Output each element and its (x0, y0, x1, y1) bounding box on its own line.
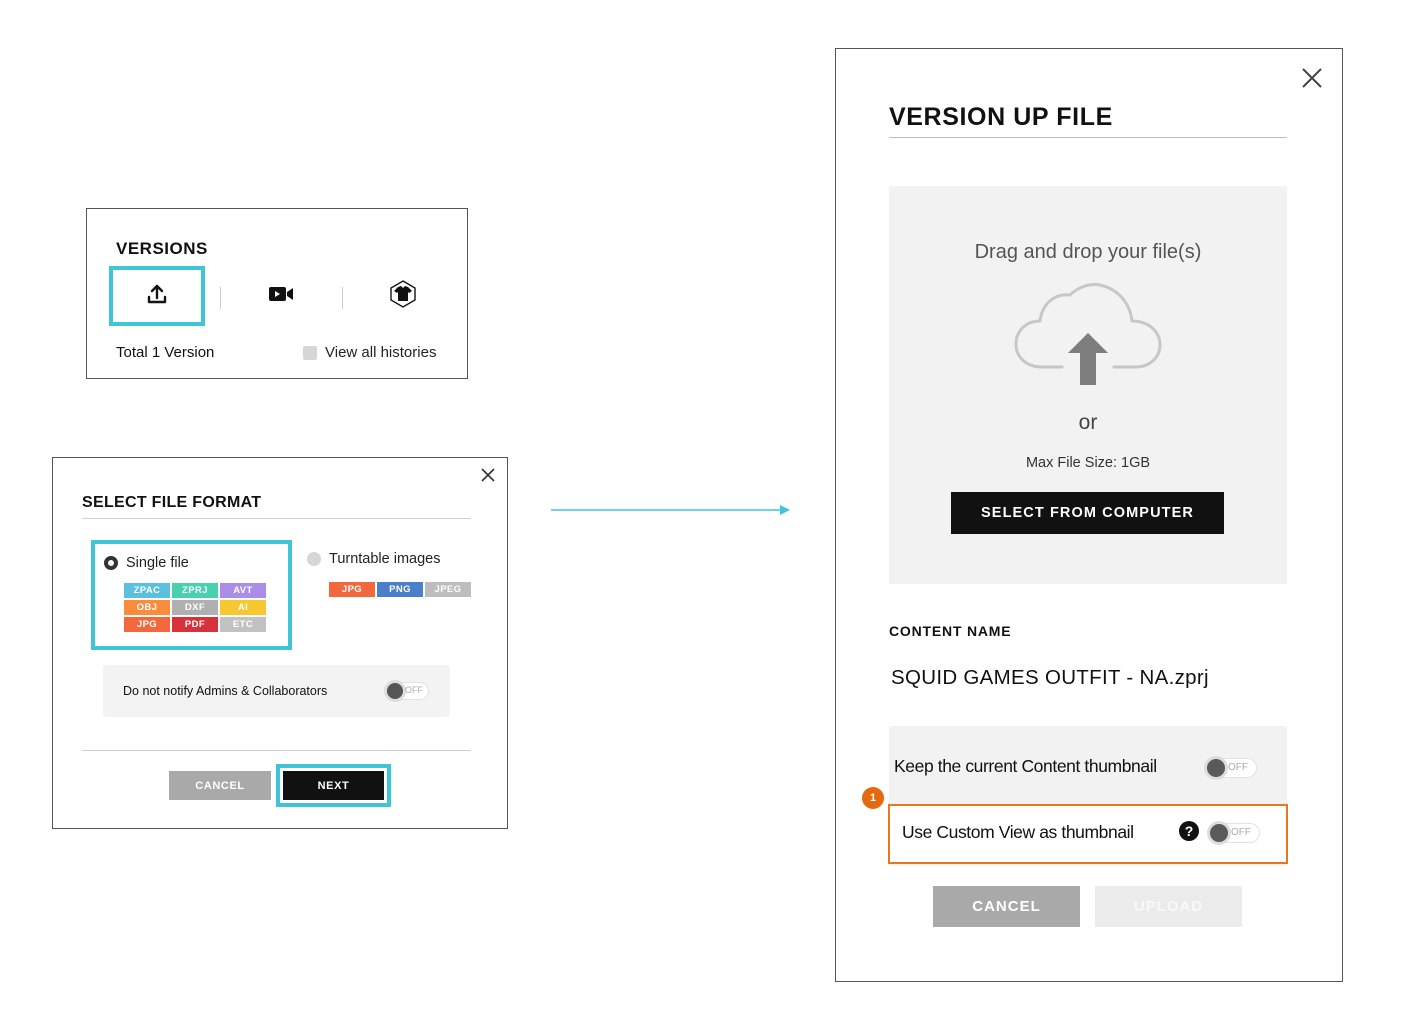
single-file-formats (124, 583, 266, 632)
toggle-state-text: OFF (405, 685, 423, 695)
tab-divider (342, 287, 343, 309)
format-chip: JPEG (425, 582, 471, 597)
flow-arrow (550, 502, 792, 523)
format-chip: PNG (377, 582, 423, 597)
divider (82, 518, 471, 519)
video-version-tab[interactable] (233, 266, 329, 326)
next-button[interactable]: NEXT (283, 771, 384, 800)
format-chip: ZPAC (124, 583, 170, 598)
callout-number-badge: 1 (862, 787, 884, 809)
upload-version-tab[interactable] (109, 266, 205, 326)
dialog-title: VERSION UP FILE (889, 103, 1113, 131)
upload-button[interactable]: UPLOAD (1095, 886, 1242, 927)
format-chip: ETC (220, 617, 266, 632)
single-file-label: Single file (126, 555, 189, 571)
cancel-button[interactable]: CANCEL (933, 886, 1080, 927)
format-chip: DXF (172, 600, 218, 615)
garment-3d-icon (389, 280, 417, 313)
version-up-file-dialog (835, 48, 1343, 982)
format-chip: AVT (220, 583, 266, 598)
max-file-size: Max File Size: 1GB (1025, 455, 1151, 471)
turntable-radio[interactable] (307, 552, 321, 566)
help-icon[interactable]: ? (1179, 821, 1199, 841)
or-separator: or (1078, 411, 1098, 434)
tab-divider (220, 287, 221, 309)
format-chip: JPG (124, 617, 170, 632)
dialog-title: SELECT FILE FORMAT (82, 494, 262, 511)
drop-instruction: Drag and drop your file(s) (974, 241, 1202, 263)
single-file-radio[interactable] (104, 556, 118, 570)
select-file-format-dialog (52, 457, 508, 829)
format-chip: ZPRJ (172, 583, 218, 598)
notify-setting-row (103, 665, 450, 717)
close-icon[interactable] (479, 466, 497, 484)
format-chip: JPG (329, 582, 375, 597)
versions-panel (86, 208, 468, 379)
custom-view-toggle[interactable] (1208, 823, 1260, 843)
toggle-state-text: OFF (1228, 762, 1248, 773)
content-name-label: CONTENT NAME (889, 623, 1012, 639)
cloud-upload-icon (1012, 281, 1164, 396)
cancel-button[interactable]: CANCEL (169, 771, 271, 800)
divider (82, 750, 471, 751)
total-versions-text: Total 1 Version (116, 344, 215, 361)
view-all-histories-option[interactable] (303, 344, 436, 361)
keep-thumbnail-toggle[interactable] (1205, 758, 1257, 778)
turntable-label: Turntable images (329, 551, 441, 567)
view-all-histories-label: View all histories (325, 344, 437, 361)
custom-view-label: Use Custom View as thumbnail (902, 822, 1134, 842)
file-drop-zone[interactable] (889, 186, 1287, 584)
versions-title: VERSIONS (116, 239, 208, 258)
content-name-value: SQUID GAMES OUTFIT - NA.zprj (891, 666, 1209, 689)
keep-thumbnail-label: Keep the current Content thumbnail (894, 756, 1157, 776)
garment-version-tab[interactable] (355, 266, 451, 326)
format-chip: PDF (172, 617, 218, 632)
toggle-state-text: OFF (1231, 827, 1251, 838)
upload-icon (146, 283, 168, 310)
close-icon[interactable] (1301, 67, 1323, 89)
notify-toggle[interactable] (385, 682, 429, 700)
single-file-option[interactable] (91, 540, 292, 650)
custom-view-thumbnail-row (888, 804, 1288, 864)
video-camera-icon (268, 285, 294, 308)
format-chip: OBJ (124, 600, 170, 615)
format-chip: AI (220, 600, 266, 615)
turntable-formats (329, 582, 471, 597)
notify-label: Do not notify Admins & Collaborators (123, 684, 328, 698)
divider (889, 137, 1287, 138)
select-from-computer-button[interactable]: SELECT FROM COMPUTER (951, 492, 1224, 534)
view-all-histories-checkbox[interactable] (303, 346, 317, 360)
